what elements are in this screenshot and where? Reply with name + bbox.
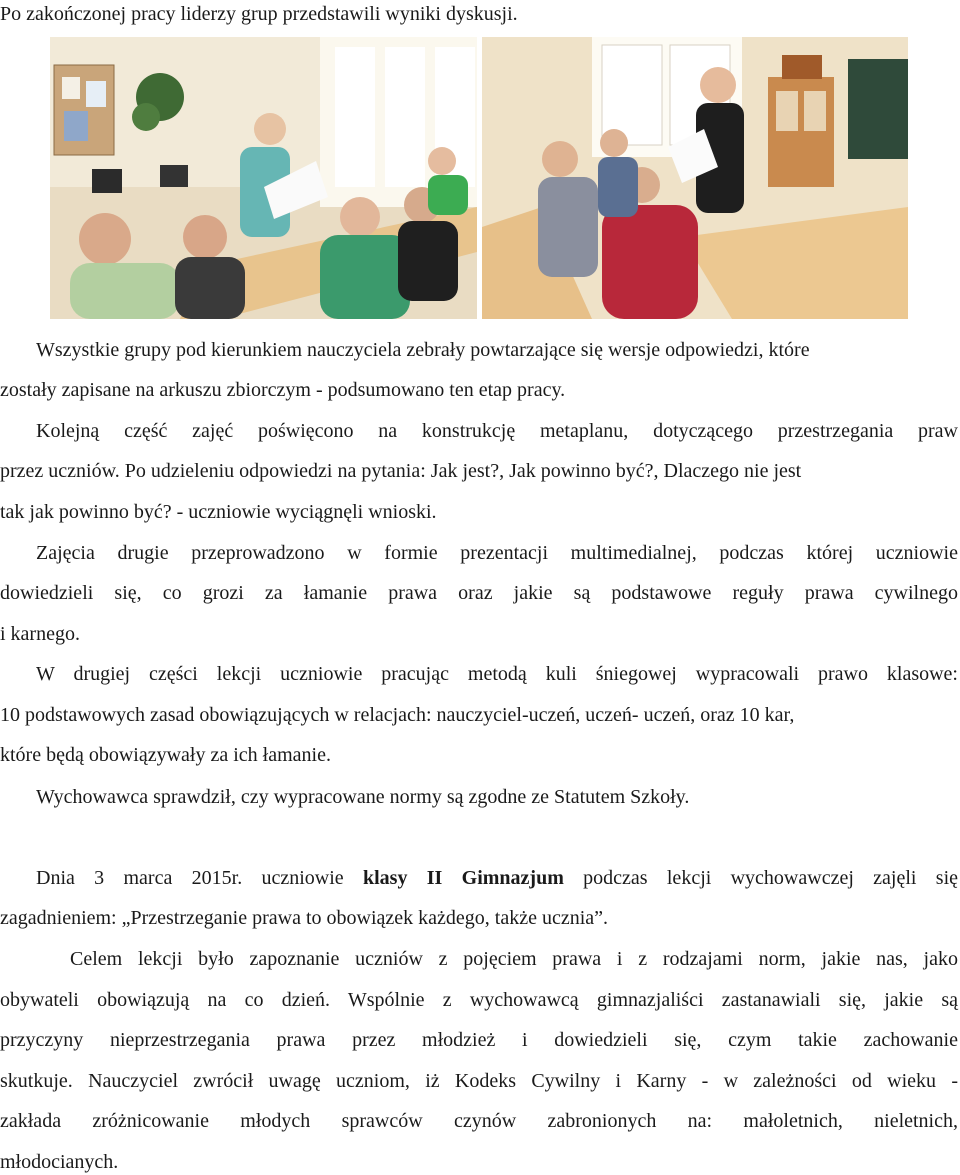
- paragraph-line: [36, 866, 958, 890]
- paragraph-line: przyczyny nieprzestrzegania prawa przez młodzież i dowiedzieli się, czym takie zachowanie: [0, 1029, 958, 1051]
- paragraph-line: Zajęcia drugie przeprowadzono w formie prezentacji multimedialnej, podczas której uczniowie: [36, 542, 958, 564]
- paragraph-line: dowiedzieli się, co grozi za łamanie prawa oraz jakie są podstawowe reguły prawa cywilnego: [0, 582, 958, 604]
- intro-line: Po zakończonej pracy liderzy grup przedstawili wyniki dyskusji.: [0, 3, 518, 25]
- classroom-photo-group-reading: [50, 37, 477, 319]
- text-run: Dnia 3 marca 2015r. uczniowie: [36, 867, 363, 889]
- paragraph-line: 10 podstawowych zasad obowiązujących w relacjach: nauczyciel-uczeń, uczeń- uczeń, oraz 10 kar,: [0, 704, 795, 726]
- class-name-bold: klasy II Gimnazjum: [363, 867, 564, 889]
- paragraph-line: młodocianych.: [0, 1151, 119, 1173]
- paragraph-line: zagadnieniem: „Przestrzeganie prawa to obowiązek każdego, także ucznia”.: [0, 907, 609, 929]
- paragraph-line: zakłada zróżnicowanie młodych sprawców czynów zabronionych na: małoletnich, nieletnich,: [0, 1110, 958, 1132]
- paragraph-line: zostały zapisane na arkuszu zbiorczym - podsumowano ten etap pracy.: [0, 379, 566, 401]
- paragraph-line: skutkuje. Nauczyciel zwrócił uwagę uczniom, iż Kodeks Cywilny i Karny - w zależności od wieku -: [0, 1070, 958, 1092]
- paragraph-line: obywateli obowiązują na co dzień. Wspólnie z wychowawcą gimnazjaliści zastanawiali się, jakie są: [0, 989, 958, 1011]
- paragraph-line: tak jak powinno być? - uczniowie wyciągnęli wnioski.: [0, 501, 437, 523]
- paragraph-line: Celem lekcji było zapoznanie uczniów z pojęciem prawa i z rodzajami norm, jakie nas, jako: [70, 948, 958, 970]
- paragraph-line: przez uczniów. Po udzieleniu odpowiedzi na pytania: Jak jest?, Jak powinno być?, Dlaczego nie jest: [0, 460, 802, 482]
- classroom-photo-student-presenting: [482, 37, 908, 319]
- paragraph-line: i karnego.: [0, 623, 80, 645]
- text-run: podczas lekcji wychowawczej zajęli się: [563, 867, 959, 889]
- paragraph-line: Kolejną część zajęć poświęcono na konstrukcję metaplanu, dotyczącego przestrzegania praw: [36, 420, 958, 442]
- paragraph-line: które będą obowiązywały za ich łamanie.: [0, 744, 331, 766]
- paragraph-line: Wszystkie grupy pod kierunkiem nauczyciela zebrały powtarzające się wersje odpowiedzi, które: [36, 339, 810, 361]
- paragraph-line: Wychowawca sprawdził, czy wypracowane normy są zgodne ze Statutem Szkoły.: [36, 786, 690, 808]
- paragraph-line: W drugiej części lekcji uczniowie pracując metodą kuli śniegowej wypracowali prawo klasowe:: [36, 663, 958, 685]
